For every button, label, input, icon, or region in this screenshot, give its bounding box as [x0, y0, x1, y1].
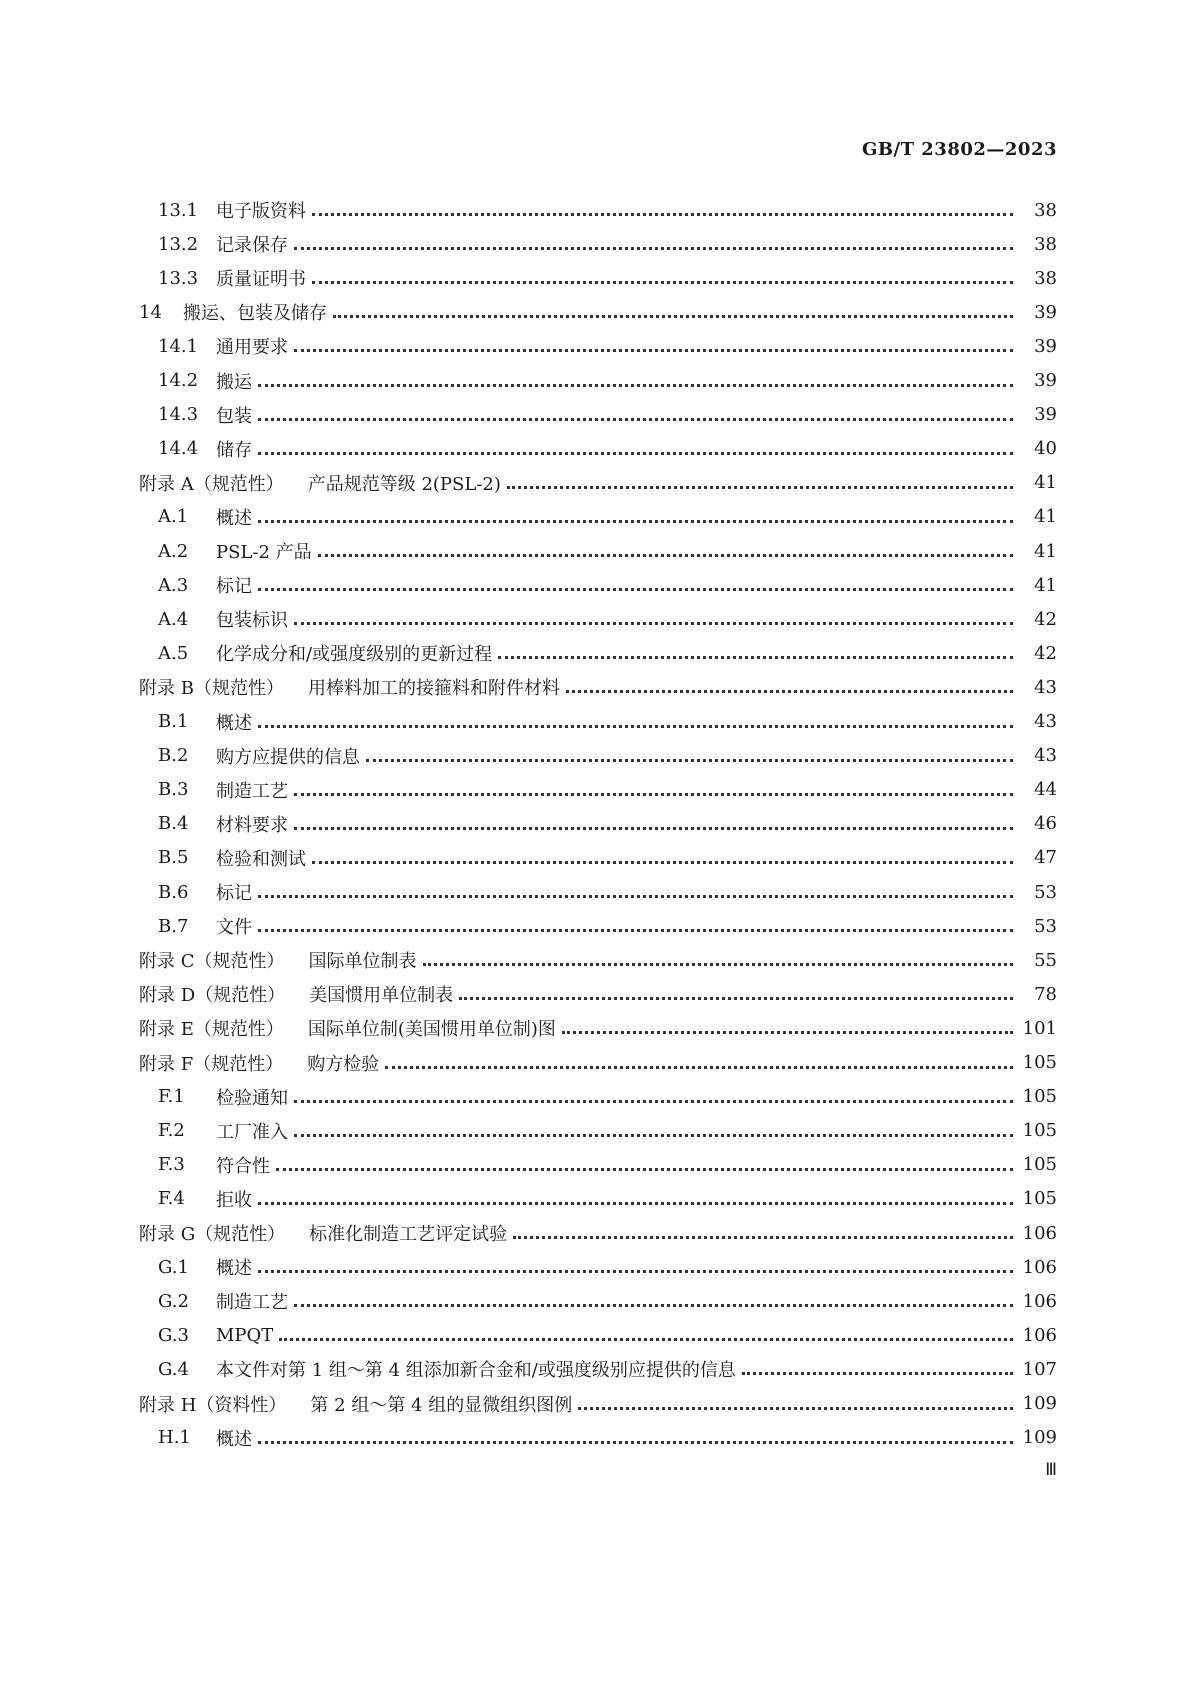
- dot-leader: [258, 587, 1013, 591]
- toc-entry-number: B.5: [158, 847, 189, 869]
- toc-entry-page: 40: [1034, 438, 1057, 460]
- toc-entry-number: A.3: [158, 574, 189, 596]
- toc-entry-sub[interactable]: [158, 1318, 1057, 1352]
- toc-entry-title: 国际单位制表: [308, 951, 417, 973]
- toc-entry-page: 106: [1022, 1222, 1057, 1244]
- toc-entry-number: 附录 F（规范性）: [139, 1053, 284, 1075]
- dot-leader: [294, 246, 1013, 250]
- toc-entry-title: 标记: [216, 576, 252, 598]
- toc-entry-number: H.1: [158, 1427, 191, 1449]
- dot-leader: [294, 792, 1013, 796]
- toc-entry-page: 106: [1022, 1290, 1057, 1312]
- toc-entry-title: 产品规范等级 2(PSL-2): [307, 473, 501, 495]
- toc-entry-sub[interactable]: [158, 432, 1057, 466]
- toc-entry-title: 概述: [216, 507, 252, 529]
- toc-entry-title: 工厂准入: [216, 1121, 288, 1143]
- toc-entry-sub[interactable]: [158, 909, 1057, 943]
- toc-entry-sub[interactable]: [158, 193, 1057, 227]
- toc-entry-number: F.1: [158, 1086, 185, 1108]
- toc-entry-page: 47: [1034, 847, 1057, 869]
- toc-entry-number: 14: [139, 301, 162, 323]
- dot-leader: [276, 1167, 1013, 1171]
- toc-entry-title: 概述: [216, 1258, 252, 1280]
- toc-entry-number: 附录 B（规范性）: [139, 678, 284, 700]
- toc-entry-number: A.2: [158, 540, 189, 562]
- toc-entry-number: A.5: [158, 642, 189, 664]
- toc-entry-number: F.3: [158, 1154, 185, 1176]
- dot-leader: [333, 314, 1013, 318]
- toc-entry-title: 购方检验: [307, 1053, 380, 1075]
- toc-entry-title: 包装: [216, 405, 252, 427]
- toc-entry-title: 拒收: [216, 1189, 252, 1211]
- toc-entry-page: 105: [1022, 1052, 1057, 1073]
- dot-leader: [507, 485, 1013, 489]
- toc-entry-title: 搬运: [216, 371, 252, 393]
- dot-leader: [566, 689, 1013, 693]
- toc-entry-number: 附录 D（规范性）: [139, 985, 286, 1007]
- toc-entry-number: 13.1: [158, 199, 199, 221]
- dot-leader: [742, 1371, 1013, 1375]
- toc-entry-number: B.1: [158, 711, 189, 732]
- toc-entry-page: 42: [1034, 608, 1057, 630]
- dot-leader: [258, 1201, 1013, 1205]
- toc-entry-top[interactable]: [139, 1216, 1057, 1250]
- dot-leader: [258, 519, 1013, 523]
- toc-entry-page: 39: [1034, 370, 1057, 391]
- dot-leader: [258, 1269, 1013, 1273]
- toc-entry-title: 美国惯用单位制表: [309, 985, 454, 1007]
- dot-leader: [294, 621, 1013, 625]
- toc-entry-title: 通用要求: [216, 337, 288, 359]
- toc-entry-page: 41: [1034, 472, 1057, 494]
- toc-entry-number: A.1: [158, 506, 189, 528]
- toc-entry-title: MPQT: [216, 1324, 274, 1346]
- dot-leader: [294, 1303, 1013, 1307]
- toc-entry-page: 106: [1022, 1324, 1057, 1346]
- dot-leader: [312, 860, 1013, 864]
- toc-entry-number: 附录 E（规范性）: [139, 1019, 284, 1041]
- dot-leader: [258, 383, 1013, 387]
- toc-entry-sub[interactable]: [158, 227, 1057, 261]
- toc-entry-sub[interactable]: [158, 500, 1057, 534]
- toc-entry-number: 13.3: [158, 267, 199, 289]
- toc-entry-top[interactable]: [139, 295, 1057, 329]
- toc-entry-page: 38: [1034, 199, 1057, 221]
- dot-leader: [258, 1440, 1013, 1444]
- toc-entry-title: 质量证明书: [216, 269, 306, 291]
- toc-entry-sub[interactable]: [158, 364, 1057, 398]
- dot-leader: [578, 1406, 1012, 1410]
- toc-entry-number: 13.2: [158, 233, 199, 255]
- toc-entry-top[interactable]: [139, 977, 1057, 1011]
- dot-leader: [513, 1235, 1013, 1239]
- dot-leader: [312, 212, 1013, 216]
- toc-entry-sub[interactable]: [158, 261, 1057, 295]
- toc-entry-number: 附录 G（规范性）: [139, 1224, 286, 1245]
- toc-entry-sub[interactable]: [158, 568, 1057, 602]
- toc-entry-page: 109: [1022, 1427, 1057, 1449]
- dot-leader: [294, 826, 1013, 830]
- toc-entry-page: 55: [1034, 949, 1057, 971]
- toc-entry-page: 38: [1034, 267, 1057, 289]
- toc-entry-sub[interactable]: [158, 534, 1057, 568]
- page-number: Ⅲ: [1045, 1460, 1057, 1480]
- toc-entry-page: 38: [1034, 233, 1057, 255]
- toc-entry-page: 39: [1034, 404, 1057, 426]
- dot-leader: [385, 1065, 1012, 1069]
- toc-entry-title: 化学成分和/或强度级别的更新过程: [216, 644, 493, 666]
- toc-entry-number: G.3: [158, 1324, 189, 1346]
- dot-leader: [459, 996, 1013, 1000]
- toc-entry-number: 14.1: [158, 335, 199, 357]
- toc-entry-sub[interactable]: [158, 875, 1057, 909]
- toc-entry-page: 41: [1034, 506, 1057, 528]
- toc-entry-number: B.4: [158, 813, 189, 835]
- toc-entry-number: 附录 H（资料性）: [139, 1394, 287, 1416]
- toc-entry-sub[interactable]: [158, 636, 1057, 670]
- toc-entry-title: 概述: [216, 712, 252, 734]
- toc-entry-page: 39: [1034, 335, 1057, 357]
- toc-entry-page: 53: [1034, 881, 1057, 903]
- dot-leader: [366, 758, 1013, 762]
- toc-entry-sub[interactable]: [158, 1148, 1057, 1182]
- toc-entry-title: 制造工艺: [216, 1292, 288, 1314]
- toc-entry-top[interactable]: [139, 1011, 1057, 1045]
- toc-entry-number: 14.4: [158, 438, 199, 460]
- toc-entry-page: 39: [1034, 301, 1057, 323]
- toc-entry-page: 44: [1034, 779, 1057, 801]
- toc-entry-title: 标记: [216, 883, 252, 904]
- toc-entry-page: 109: [1022, 1393, 1057, 1414]
- toc-entry-page: 78: [1034, 983, 1057, 1005]
- dot-leader: [258, 928, 1013, 932]
- toc-entry-number: B.6: [158, 881, 189, 903]
- toc-entry-sub[interactable]: [158, 602, 1057, 636]
- toc-entry-number: 14.3: [158, 404, 199, 426]
- toc-entry-number: B.7: [158, 915, 189, 937]
- toc-entry-page: 101: [1022, 1017, 1057, 1039]
- toc-entry-sub[interactable]: [158, 1080, 1057, 1114]
- dot-leader: [258, 451, 1013, 455]
- standard-code: GB/T 23802—2023: [861, 139, 1057, 160]
- toc-entry-title: 符合性: [216, 1155, 270, 1177]
- toc-entry-sub[interactable]: [158, 1114, 1057, 1148]
- dot-leader: [258, 724, 1013, 728]
- toc-entry-title: 购方应提供的信息: [216, 746, 360, 768]
- toc-entry-page: 105: [1022, 1154, 1057, 1176]
- toc-entry-page: 105: [1022, 1120, 1057, 1142]
- toc-entry-page: 41: [1034, 540, 1057, 562]
- toc-entry-number: B.3: [158, 779, 189, 801]
- toc-entry-title: 搬运、包装及储存: [183, 303, 327, 325]
- toc-entry-sub[interactable]: [158, 705, 1057, 739]
- toc-entry-number: G.4: [158, 1358, 189, 1380]
- toc-entry-title: 包装标识: [216, 610, 288, 632]
- toc-entry-title: 电子版资料: [216, 201, 306, 222]
- toc-entry-title: PSL-2 产品: [216, 542, 312, 563]
- toc-entry-top[interactable]: [139, 670, 1057, 704]
- toc-entry-page: 46: [1034, 813, 1057, 835]
- dot-leader: [258, 894, 1013, 898]
- toc-entry-sub[interactable]: [158, 807, 1057, 841]
- toc-entry-sub[interactable]: [158, 841, 1057, 875]
- toc-entry-title: 标准化制造工艺评定试验: [309, 1224, 508, 1245]
- dot-leader: [294, 1099, 1013, 1103]
- toc-entry-sub[interactable]: [158, 329, 1057, 363]
- toc-entry-sub[interactable]: [158, 1284, 1057, 1318]
- toc-entry-page: 42: [1034, 642, 1057, 664]
- toc-entry-page: 105: [1022, 1188, 1057, 1210]
- toc-entry-title: 第 2 组～第 4 组的显微组织图例: [310, 1394, 573, 1416]
- toc-entry-number: G.1: [158, 1256, 189, 1278]
- toc-entry-page: 53: [1034, 915, 1057, 937]
- toc-entry-page: 43: [1034, 676, 1057, 698]
- toc-entry-page: 41: [1034, 574, 1057, 596]
- toc-entry-page: 107: [1022, 1358, 1057, 1380]
- toc-entry-sub[interactable]: [158, 739, 1057, 773]
- dot-leader: [279, 1337, 1012, 1341]
- toc-entry-title: 检验通知: [216, 1087, 288, 1109]
- toc-entry-page: 43: [1034, 711, 1057, 732]
- dot-leader: [294, 1133, 1013, 1137]
- toc-entry-top[interactable]: [139, 466, 1057, 500]
- toc-entry-title: 制造工艺: [216, 780, 288, 802]
- dot-leader: [562, 1030, 1013, 1034]
- toc-entry-page: 106: [1022, 1256, 1057, 1278]
- dot-leader: [312, 280, 1013, 284]
- toc-entry-top[interactable]: [139, 1387, 1057, 1421]
- toc-entry-sub[interactable]: [158, 398, 1057, 432]
- dot-leader: [318, 553, 1013, 557]
- dot-leader: [423, 962, 1014, 966]
- toc-entry-number: 14.2: [158, 370, 199, 391]
- toc-entry-page: 105: [1022, 1086, 1057, 1108]
- toc-entry-number: 附录 C（规范性）: [139, 951, 285, 973]
- toc-entry-title: 用棒料加工的接箍料和附件材料: [307, 678, 560, 700]
- toc-entry-title: 记录保存: [216, 235, 288, 257]
- toc-entry-number: A.4: [158, 608, 189, 630]
- toc-entry-title: 检验和测试: [216, 848, 306, 870]
- toc-entry-number: B.2: [158, 745, 189, 767]
- toc-entry-title: 本文件对第 1 组～第 4 组添加新合金和/或强度级别应提供的信息: [216, 1360, 736, 1382]
- toc-entry-sub[interactable]: [158, 1250, 1057, 1284]
- toc-entry-sub[interactable]: [158, 1421, 1057, 1455]
- toc-entry-title: 储存: [216, 439, 252, 461]
- dot-leader: [498, 655, 1013, 659]
- toc-entry-number: 附录 A（规范性）: [139, 473, 284, 495]
- toc-entry-top[interactable]: [139, 943, 1057, 977]
- toc-entry-sub[interactable]: [158, 1352, 1057, 1386]
- toc-entry-number: G.2: [158, 1290, 189, 1312]
- dot-leader: [294, 348, 1013, 352]
- toc-entry-title: 概述: [216, 1428, 252, 1450]
- toc-entry-title: 材料要求: [216, 814, 288, 836]
- toc-entry-title: 文件: [216, 917, 252, 939]
- toc-entry-number: F.4: [158, 1188, 185, 1210]
- dot-leader: [258, 417, 1013, 421]
- toc-entry-sub[interactable]: [158, 1182, 1057, 1216]
- toc-entry-title: 国际单位制(美国惯用单位制)图: [307, 1019, 556, 1041]
- toc-entry-top[interactable]: [139, 1046, 1057, 1080]
- toc-entry-page: 43: [1034, 745, 1057, 767]
- toc-entry-sub[interactable]: [158, 773, 1057, 807]
- toc-entry-number: F.2: [158, 1120, 185, 1142]
